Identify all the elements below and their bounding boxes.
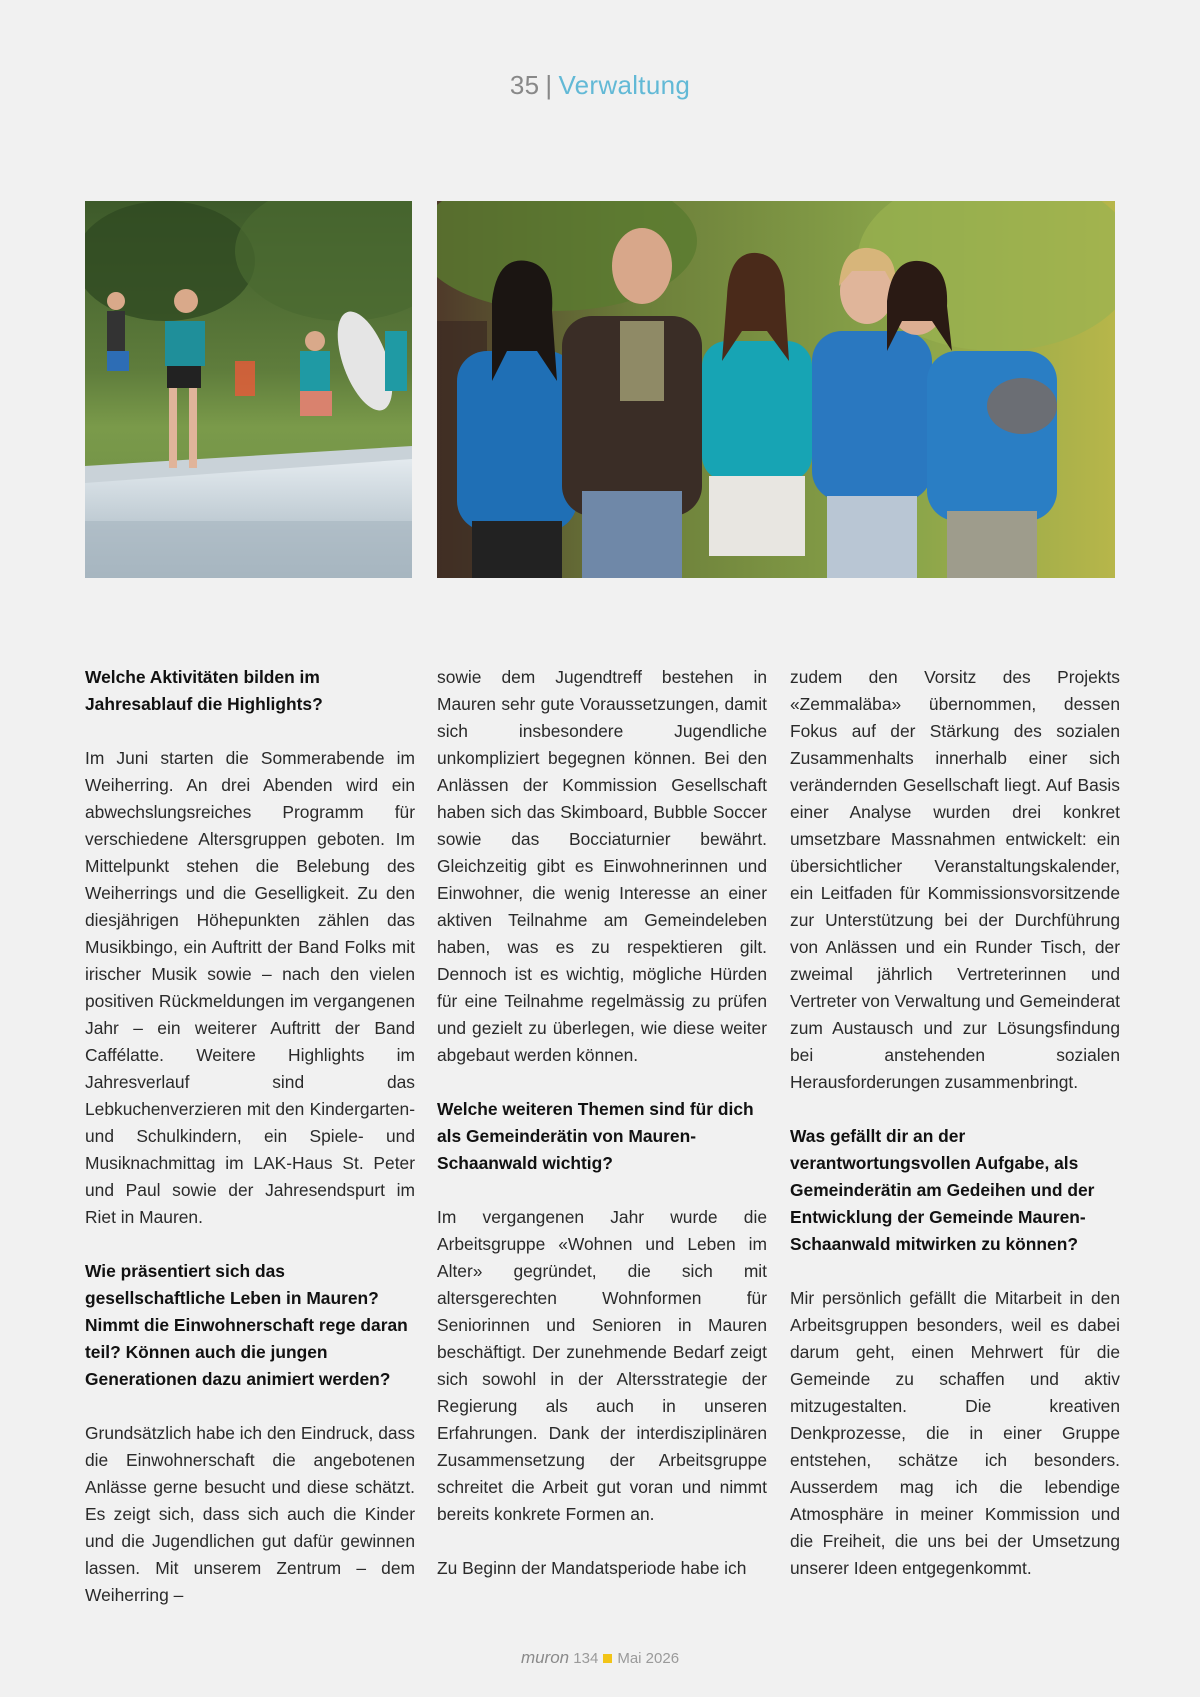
page-header (0, 70, 1200, 101)
answer-paragraph: Im Juni starten die Sommerabende im Weiherring. An drei Abenden wird ein abwechslungsreiches Programm für verschiedene Altersgruppen geboten. Im Mittelpunkt stehen die Belebung des Weiherrings und die Geselligkeit. Zu den diesjährigen Höhepunkten zählen das Musikbingo, ein Auftritt der Band Folks mit irischer Musik sowie – nach den vielen positiven Rückmeldungen im vergangenen Jahr – ein weiterer Auftritt der Band Caffélatte. Weitere Highlights im Jahresverlauf sind das Lebkuchenverzieren mit den Kindergarten- und Schulkindern, ein Spiele- und Musiknachmittag im LAK-Haus St. Peter und Paul sowie der Jahresendspurt im Riet in Mauren. (85, 748, 415, 1227)
section-title: Verwaltung (558, 70, 691, 100)
photo-group-portrait (437, 201, 1115, 578)
footer-square-icon (603, 1654, 612, 1663)
answer-paragraph: zudem den Vorsitz des Projekts «Zemmaläba» übernommen, dessen Fokus auf der Stärkung des sozialen Zusammenhalts innerhalb einer sich verändernden Gesellschaft liegt. Auf Basis einer Analyse wurden drei konkret umsetzbare Massnahmen entwickelt: ein übersichtlicher Veranstaltungskalender, ein Leitfaden für Kommissionsvorsitzende zur Unterstützung bei der Durchführung von Anlässen und ein Runder Tisch, der zweimal jährlich Vertreterinnen und Vertreter von Verwaltung und Gemeinderat zum Austausch und zur Lösungsfindung bei anstehenden sozialen Herausforderungen zusammenbringt. (790, 667, 1120, 1092)
answer-paragraph: Im vergangenen Jahr wurde die Arbeitsgruppe «Wohnen und Leben im Alter» gegründet, die sich mit altersgerechten Wohnformen für Seniorinnen und Senioren in Mauren beschäftigt. Der zunehmende Bedarf zeigt sich sowohl in der Altersstrategie der Regierung als auch in unseren Erfahrungen. Dank der interdisziplinären Zusammensetzung der Arbeitsgruppe schreitet die Arbeit gut voran und nimmt bereits konkrete Formen an. (437, 1207, 767, 1524)
question-heading: Welche Aktivitäten bilden im Jahresablauf die Highlights? (85, 667, 323, 714)
page-number: 35 (509, 70, 540, 100)
magazine-brand: muron (520, 1648, 570, 1667)
answer-paragraph: sowie dem Jugendtreff bestehen in Mauren sehr gute Voraussetzungen, damit sich insbesondere Jugendliche unkompliziert begegnen können. Bei den Anlässen der Kommission Gesellschaft haben sich das Skimboard, Bubble Soccer sowie das Bocciaturnier bewährt. Gleichzeitig gibt es Einwohnerinnen und Einwohner, die wenig Interesse an einer aktiven Teilnahme am Gemeindeleben haben, was es zu respektieren gilt. Dennoch ist es wichtig, mögliche Hürden für eine Teilnahme regelmässig zu prüfen und gezielt zu überlegen, wie diese weiter abgebaut werden können. (437, 667, 767, 1065)
photo-skimboard-image (85, 201, 412, 578)
question-heading: Welche weiteren Themen sind für dich als Gemeinderätin von Mauren-Schaanwald wichtig? (437, 1099, 754, 1173)
issue-date: Mai 2026 (617, 1650, 680, 1667)
page-footer (0, 1648, 1200, 1668)
header-separator: | (545, 70, 553, 100)
answer-paragraph: Grundsätzlich habe ich den Eindruck, dass die Einwohnerschaft die angebotenen Anlässe gerne besucht und diese schätzt. Es zeigt sich, dass sich auch die Kinder und die Jugendlichen gut dafür gewinnen lassen. Mit unserem Zentrum – dem Weiherring – (85, 1423, 415, 1605)
text-column-3 (790, 664, 1120, 1582)
text-column-1 (85, 664, 415, 1609)
question-heading: Wie präsentiert sich das gesellschaftliche Leben in Mauren? Nimmt die Einwohnerschaft rege daran teil? Können auch die jungen Generationen dazu animiert werden? (85, 1261, 408, 1389)
text-column-2 (437, 664, 767, 1582)
question-heading: Was gefällt dir an der verantwortungsvollen Aufgabe, als Gemeinderätin am Gedeihen und der Entwicklung der Gemeinde Mauren-Schaanwald mitwirken zu können? (790, 1126, 1095, 1254)
issue-number: 134 (573, 1650, 599, 1667)
photo-group-image (437, 201, 1115, 578)
answer-paragraph: Mir persönlich gefällt die Mitarbeit in den Arbeitsgruppen besonders, weil es dabei darum geht, einen Mehrwert für die Gemeinde zu schaffen und aktiv mitzugestalten. Die kreativen Denkprozesse, die in einer Gruppe entstehen, schätze ich besonders. Ausserdem mag ich die lebendige Atmosphäre in meiner Kommission und die Freiheit, die uns bei der Umsetzung unserer Ideen entgegenkommt. (790, 1288, 1120, 1578)
answer-paragraph: Zu Beginn der Mandatsperiode habe ich (437, 1558, 747, 1578)
photo-skimboard-event (85, 201, 412, 578)
